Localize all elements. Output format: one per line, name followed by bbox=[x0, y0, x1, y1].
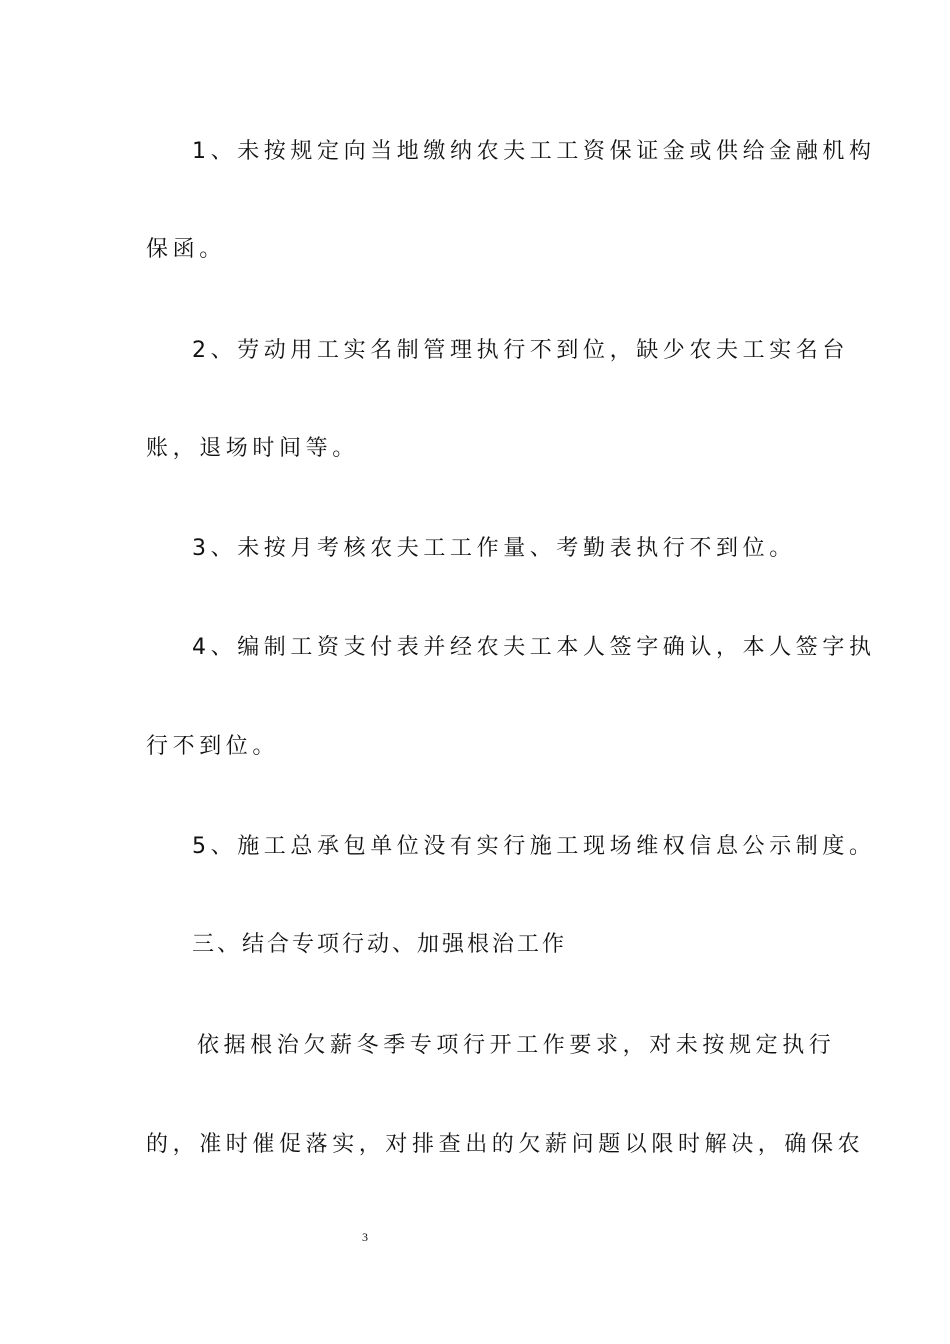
paragraph-6-line-2: 的，准时催促落实，对排查出的欠薪问题以限时解决，确保农 bbox=[146, 1132, 865, 1157]
paragraph-2-line-2: 账，退场时间等。 bbox=[146, 436, 359, 461]
paragraph-1-line-2: 保函。 bbox=[146, 237, 226, 262]
paragraph-1-line-1: 1、未按规定向当地缴纳农夫工工资保证金或供给金融机构 bbox=[192, 139, 876, 164]
section-heading: 三、结合专项行动、加强根治工作 bbox=[192, 932, 568, 957]
paragraph-6-line-1: 依据根治欠薪冬季专项行开工作要求，对未按规定执行 bbox=[197, 1033, 836, 1058]
paragraph-4-line-2: 行不到位。 bbox=[146, 734, 280, 759]
paragraph-4-line-1: 4、编制工资支付表并经农夫工本人签字确认，本人签字执 bbox=[192, 635, 876, 660]
page-number: 3 bbox=[362, 1230, 368, 1244]
paragraph-3-line-1: 3、未按月考核农夫工工作量、考勤表执行不到位。 bbox=[192, 536, 796, 561]
paragraph-5-line-1: 5、施工总承包单位没有实行施工现场维权信息公示制度。 bbox=[192, 834, 876, 859]
paragraph-2-line-1: 2、劳动用工实名制管理执行不到位，缺少农夫工实名台 bbox=[192, 338, 849, 363]
